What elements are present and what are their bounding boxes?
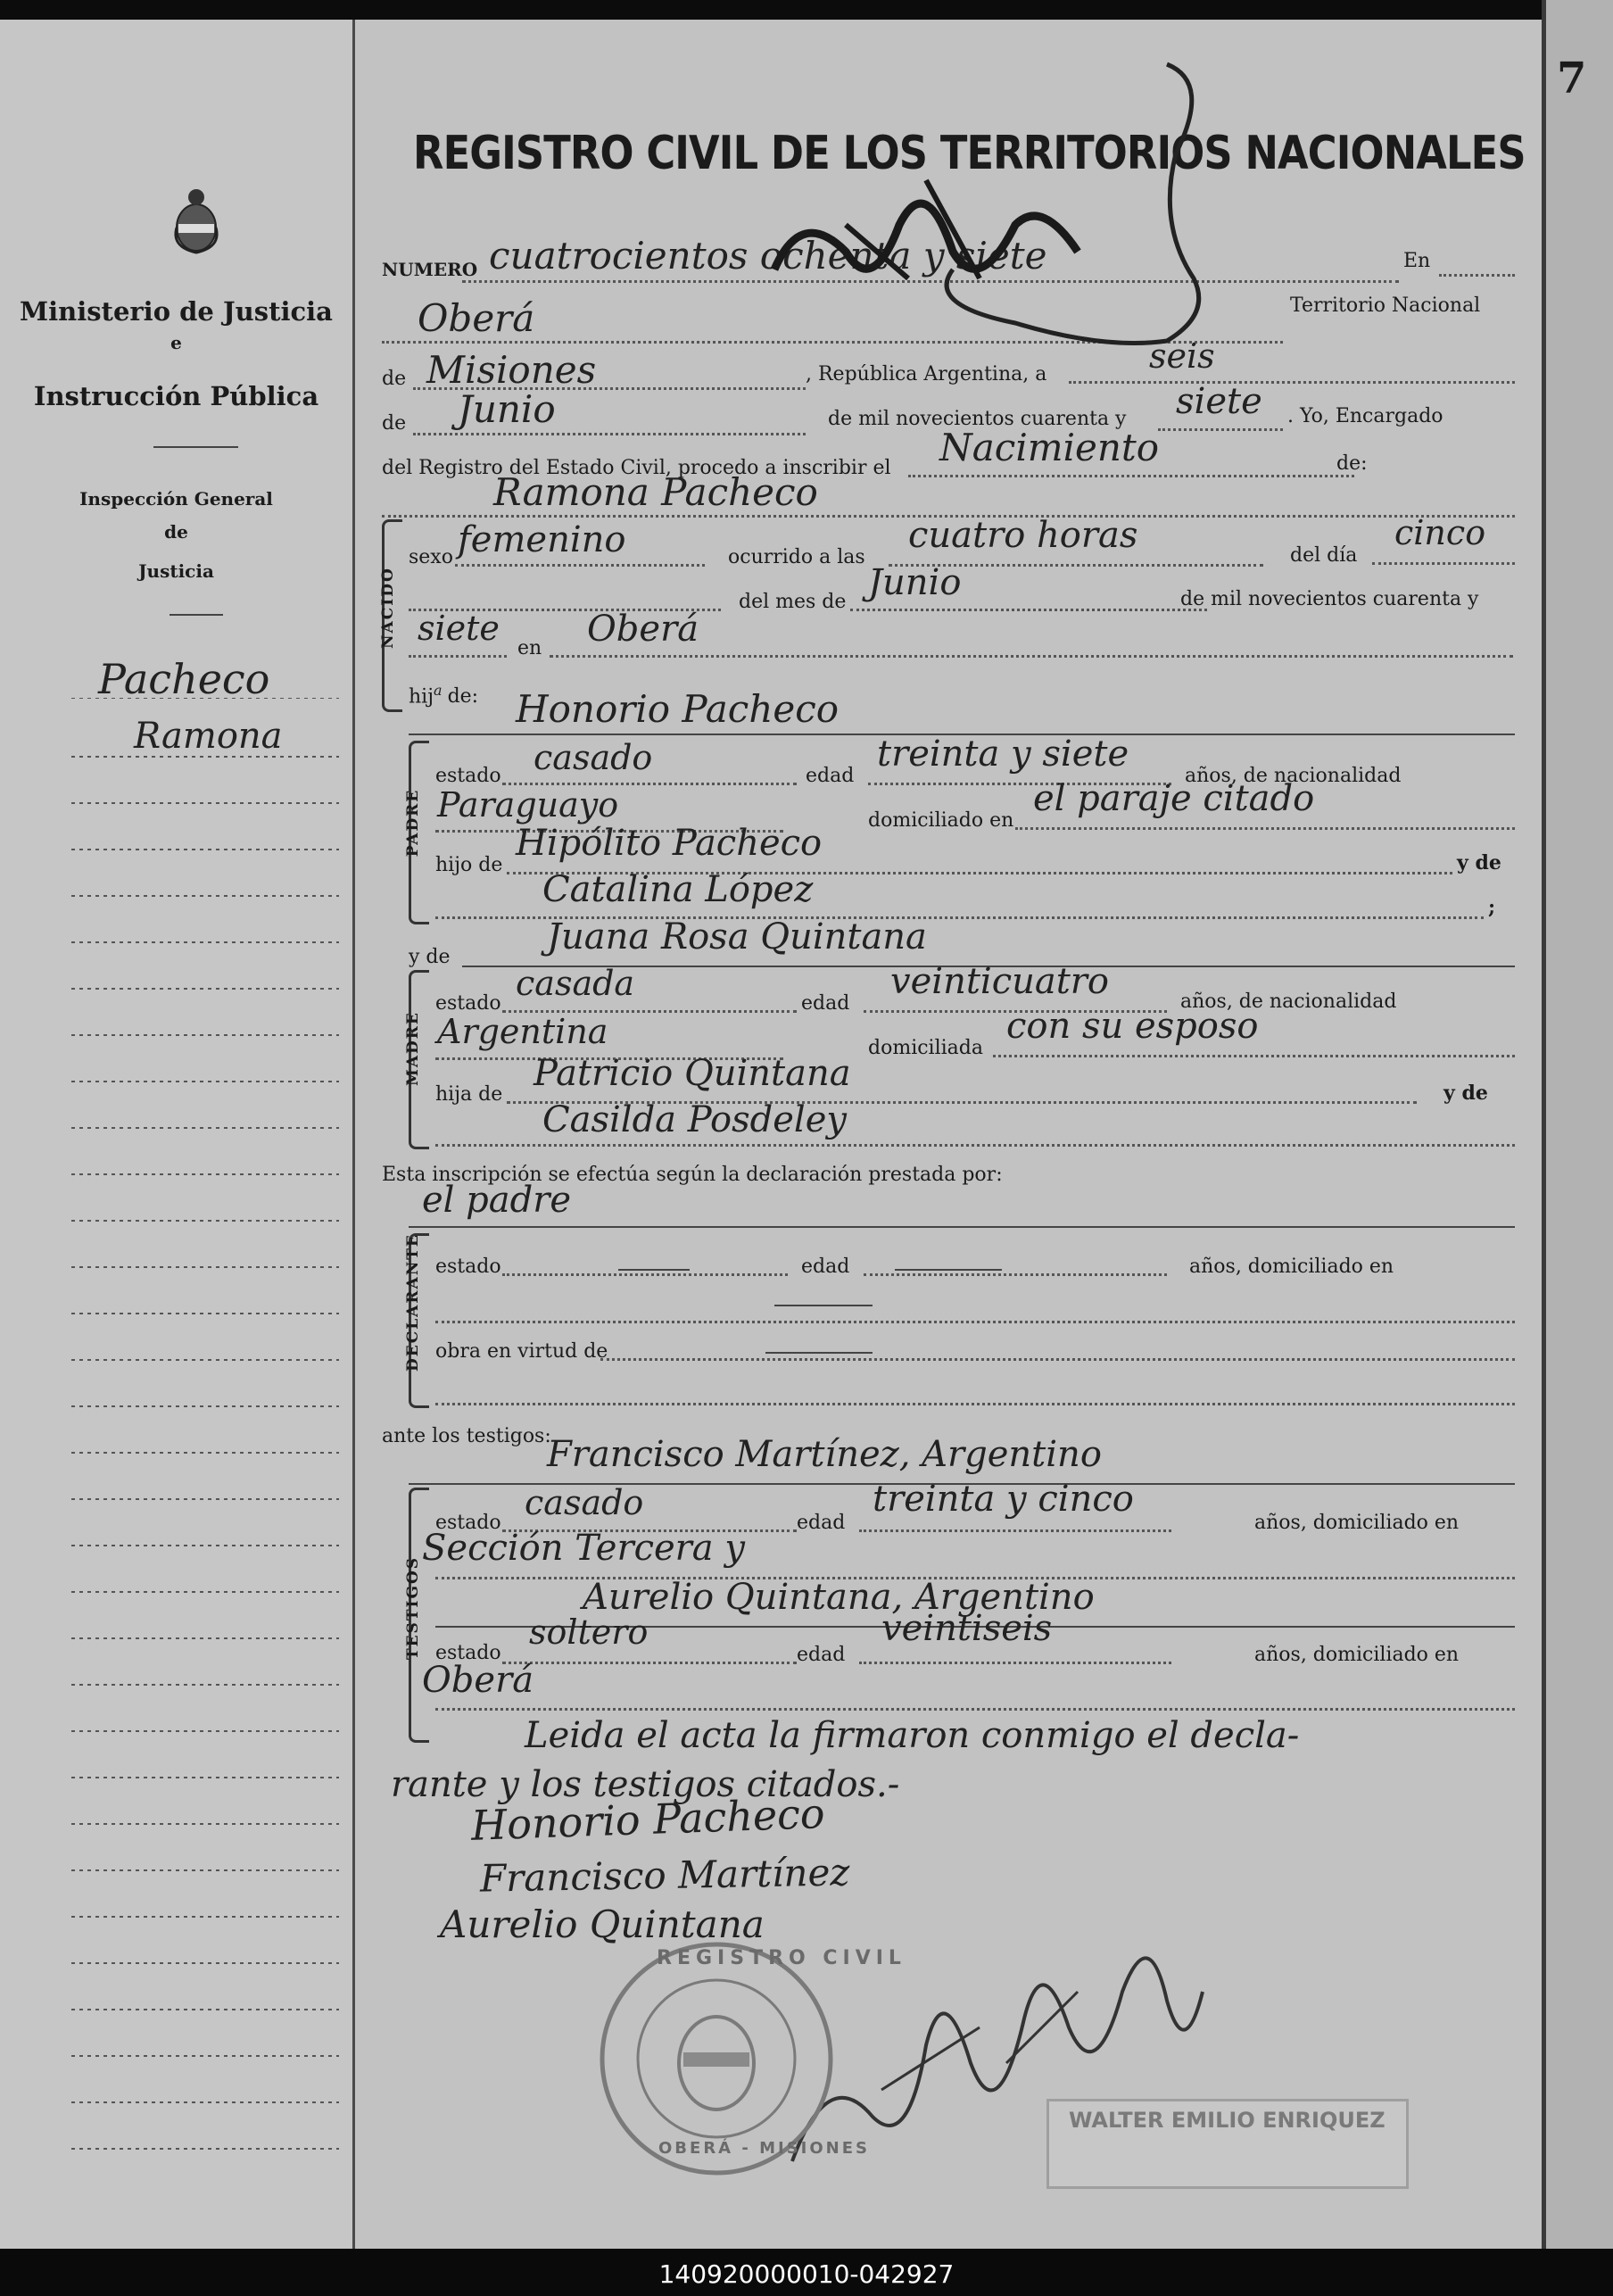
name-stamp-text: WALTER EMILIO ENRIQUEZ [1069, 2108, 1386, 2133]
page-right-edge [1542, 0, 1613, 2249]
registered-name: Ramona Pacheco [493, 470, 818, 514]
padre-hijo-de-label: hijo de [435, 854, 503, 876]
madre-domiciliada-label: domiciliada [868, 1037, 983, 1059]
padre-name: Honorio Pacheco [516, 687, 840, 731]
madre-edad-value: veinticuatro [890, 961, 1109, 1002]
dia-value: cinco [1394, 513, 1486, 552]
month-value: Junio [458, 387, 556, 431]
padre-estado-label: estado [435, 765, 501, 787]
national-coat-of-arms-icon [170, 185, 223, 256]
scan-top-edge [0, 0, 1613, 20]
declaracion-label: Esta inscripción se efectúa según la declaración prestada por: [382, 1164, 1003, 1186]
madre-domicilio-value: con su esposo [1006, 1006, 1259, 1047]
padre-estado-value: casado [534, 738, 653, 777]
inspection-line-2: de [164, 521, 188, 543]
hijo-label [409, 682, 478, 708]
margin-note-name: Ramona [134, 716, 283, 757]
obra-label: obra en virtud de [435, 1340, 608, 1363]
padre-nacionalidad-value: Paraguayo [437, 785, 619, 825]
madre-madre-value: Casilda Posdeley [542, 1099, 847, 1140]
ministry-line-2: e [170, 332, 182, 353]
margin-note-surname: Pacheco [98, 655, 270, 703]
signature-francisco-martinez: Francisco Martínez [479, 1850, 850, 1901]
registrar-signature-top [748, 46, 1212, 457]
anio-value: siete [418, 609, 500, 648]
del-mes-label: del mes de [739, 591, 847, 613]
mes-value: Junio [868, 562, 962, 603]
nacido-de-mil-label: de mil novecientos cuarenta y [1180, 588, 1479, 610]
testigo-1-estado-label: estado [435, 1512, 501, 1534]
year-value: siete [1176, 381, 1262, 422]
de-label-2: de [382, 412, 407, 435]
padre-domicilio-value: el paraje citado [1033, 778, 1315, 819]
en-label-2: en [517, 637, 542, 659]
de-label-1: de [382, 368, 407, 390]
testigo-1-edad-label: edad [797, 1512, 846, 1534]
testigo-2-estado-value: soltero [529, 1612, 649, 1652]
testigos-label: ante los testigos: [382, 1425, 551, 1447]
madre-y-de-label: y de [409, 946, 451, 968]
hora-value: cuatro horas [908, 515, 1138, 556]
ministry-line-3: Instrucción Pública [33, 381, 319, 411]
declarante-edad-label: edad [801, 1256, 850, 1278]
lugar-value: Oberá [587, 609, 699, 650]
republica-label: , República Argentina, a [806, 363, 1047, 385]
numero-value: cuatrocientos ochenta y siete [489, 234, 1047, 278]
testigo-2-edad-value: veintiseis [881, 1608, 1053, 1649]
declarante-estado-label: estado [435, 1256, 501, 1278]
round-stamp-bottom-text: OBERÁ - MISIONES [658, 2139, 871, 2158]
madre-edad-label: edad [801, 992, 850, 1015]
yo-encargado-label: . Yo, Encargado [1287, 405, 1443, 427]
padre-anios-label: años, de nacionalidad [1185, 765, 1402, 787]
hijo-suffix: a [434, 682, 443, 699]
page-title: REGISTRO CIVIL DE LOS TERRITORIOS NACIONALES [413, 127, 1526, 180]
inspection-line-1: Inspección General [79, 488, 273, 510]
testigo-1-anios-label: años, domiciliado en [1254, 1512, 1460, 1534]
madre-name: Juana Rosa Quintana [547, 916, 927, 957]
signature-honorio-pacheco: Honorio Pacheco [470, 1789, 826, 1850]
ocurrido-label: ocurrido a las [728, 546, 865, 568]
margin-dotted-lines [71, 698, 339, 2179]
sidebar-divider-2 [170, 614, 223, 616]
sexo-value: femenino [458, 519, 626, 560]
en-label: En [1403, 250, 1431, 272]
de-mil-label: de mil novecientos cuarenta y [828, 408, 1127, 430]
testigo-1-domicilio-value: Sección Tercera y [422, 1528, 745, 1569]
padre-y-de-label: y de [1457, 851, 1501, 874]
locality-value: Oberá [418, 296, 535, 340]
hijo-prefix: hij [409, 685, 434, 709]
testigo-2-edad-label: edad [797, 1644, 846, 1666]
registro-label: del Registro del Estado Civil, procedo a inscribir el [382, 457, 891, 479]
signature-aurelio-quintana: Aurelio Quintana [440, 1902, 765, 1946]
closing-line-1: Leida el acta la firmaron conmigo el decla- [525, 1715, 1300, 1756]
madre-hija-de-label: hija de [435, 1083, 503, 1106]
document-id: 140920000010-042927 [658, 2259, 955, 2289]
padre-section-label: PADRE [404, 788, 422, 858]
testigo-1-estado-value: casado [525, 1483, 644, 1522]
round-stamp-top-text: REGISTRO CIVIL [657, 1947, 906, 1969]
testigo-1-edad-value: treinta y cinco [873, 1479, 1134, 1520]
day-value: seis [1149, 336, 1215, 376]
padre-domiciliado-label: domiciliado en [868, 809, 1014, 832]
sexo-label: sexo [409, 546, 453, 568]
del-dia-label: del día [1290, 544, 1358, 567]
sidebar-divider [153, 446, 238, 448]
nacido-section-label: NACIDO [379, 567, 397, 649]
madre-nacionalidad-value: Argentina [437, 1012, 608, 1051]
madre-section-label: MADRE [404, 1011, 422, 1086]
testigo-1-name: Francisco Martínez, Argentino [547, 1434, 1102, 1475]
padre-semicolon: ; [1488, 896, 1496, 919]
declarante-anios-label: años, domiciliado en [1189, 1256, 1394, 1278]
numero-label: NUMERO [382, 259, 478, 280]
madre-estado-value: casada [516, 964, 635, 1003]
closing-line-2: rante y los testigos citados.- [391, 1764, 900, 1805]
madre-y-de-label-2: y de [1443, 1082, 1488, 1105]
declarante-section-label: DECLARANTE [404, 1233, 422, 1372]
testigo-2-estado-label: estado [435, 1642, 501, 1664]
padre-edad-value: treinta y siete [877, 734, 1129, 775]
territorio-label: Territorio Nacional [1290, 294, 1481, 317]
de-colon-label: de: [1336, 452, 1368, 475]
page-number: 7 [1557, 54, 1587, 104]
ministry-line-1: Ministerio de Justicia [20, 296, 333, 327]
testigo-2-domicilio-value: Oberá [422, 1660, 534, 1701]
declarante-name: el padre [422, 1180, 572, 1221]
territory-value: Misiones [426, 348, 597, 392]
padre-padre-value: Hipólito Pacheco [516, 823, 823, 864]
testigo-2-anios-label: años, domiciliado en [1254, 1644, 1460, 1666]
inspection-line-3: Justicia [138, 560, 214, 582]
left-margin-column [0, 20, 355, 2249]
padre-edad-label: edad [806, 765, 855, 787]
madre-padre-value: Patricio Quintana [534, 1053, 851, 1094]
testigos-section-label: TESTIGOS [404, 1555, 422, 1661]
madre-estado-label: estado [435, 992, 501, 1015]
padre-madre-value: Catalina López [542, 869, 814, 910]
act-type-value: Nacimiento [939, 426, 1160, 469]
hijo-de-label: de: [447, 685, 479, 709]
madre-anios-label: años, de nacionalidad [1180, 991, 1397, 1013]
testigo-2-name: Aurelio Quintana, Argentino [583, 1577, 1095, 1618]
form-area [355, 20, 1542, 2249]
